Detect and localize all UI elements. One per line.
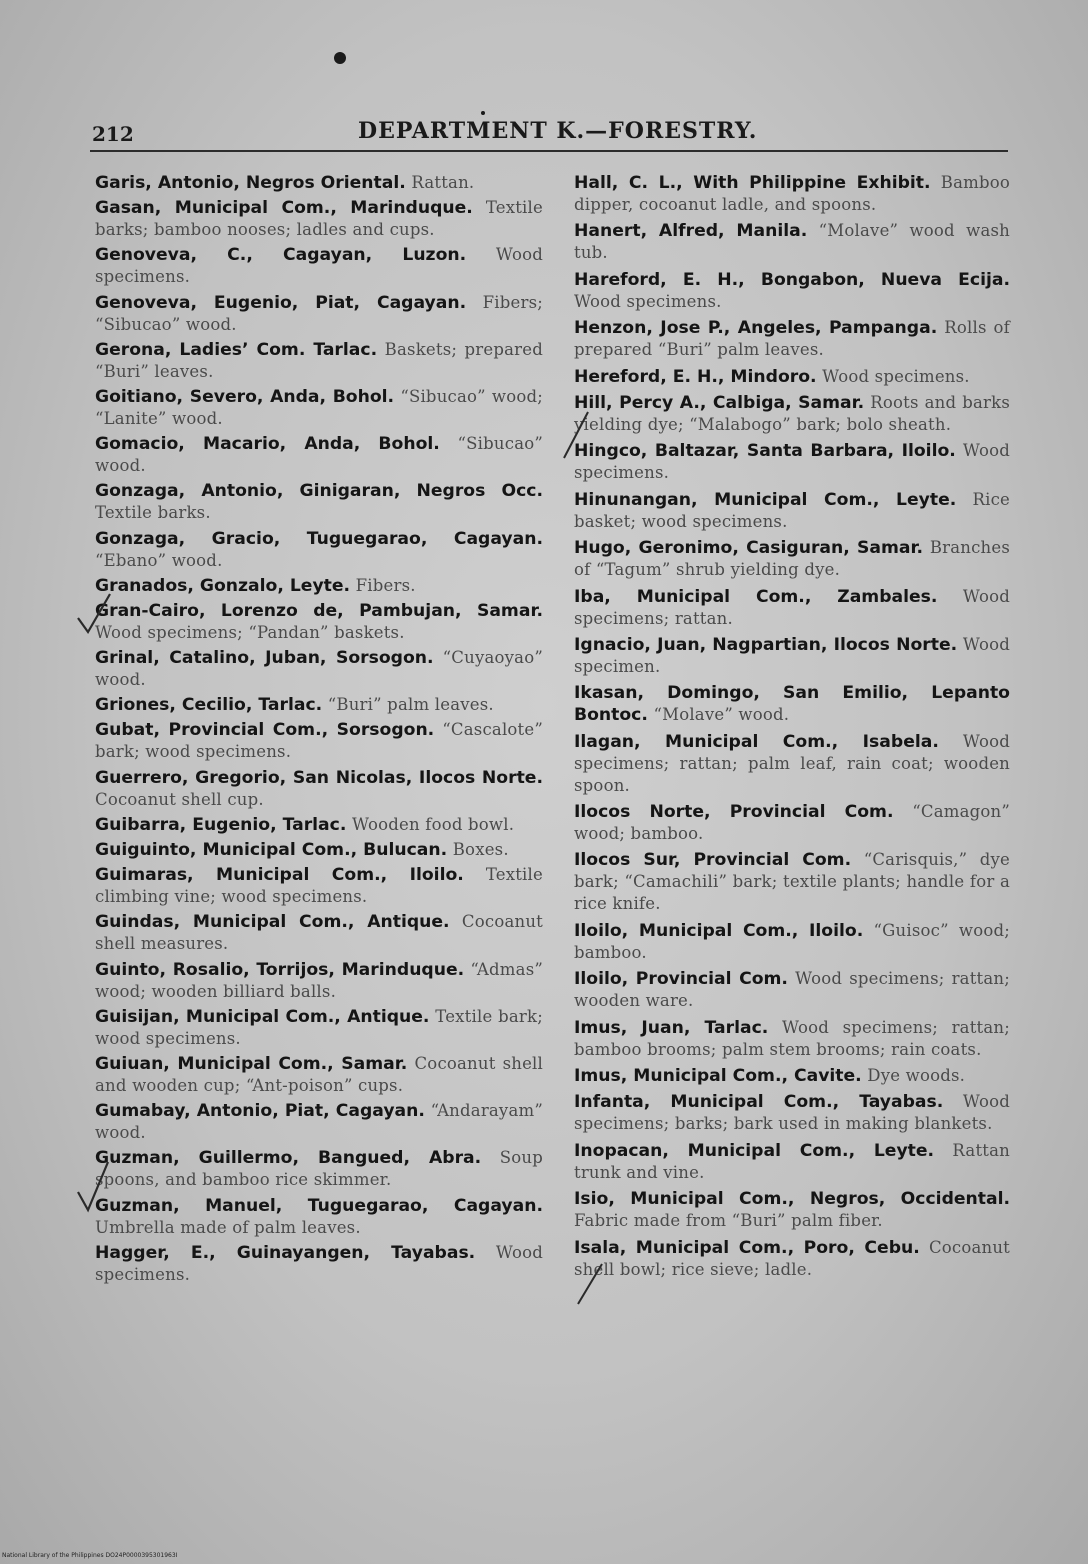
exhibit-items: Wood specimens; rattan; wooden ware. [574, 969, 1010, 1011]
exhibit-items: “Cascalote” bark; wood specimens. [95, 720, 543, 762]
directory-entry [574, 682, 1010, 726]
right-column [574, 172, 1010, 1285]
exhibit-items: “Buri” palm leaves. [327, 695, 494, 715]
exhibitor-name: Guzman, Manuel, Tuguegarao, Cagayan. [95, 1195, 543, 1216]
directory-entry [95, 575, 543, 597]
check-mark-icon [560, 410, 590, 460]
exhibitor-name: Granados, Gonzalo, Leyte. [95, 575, 351, 596]
directory-entry [95, 1195, 543, 1239]
exhibitor-name: Guerrero, Gregorio, San Nicolas, Ilocos Norte. [95, 767, 543, 788]
directory-entry [95, 1147, 543, 1191]
directory-entry [574, 220, 1010, 264]
directory-entry [574, 731, 1010, 797]
exhibit-items: “Guisoc” wood; bamboo. [574, 920, 1010, 962]
exhibitor-name: Hagger, E., Guinayangen, Tayabas. [95, 1242, 476, 1263]
directory-entry [574, 366, 1010, 388]
exhibitor-name: Ilagan, Municipal Com., Isabela. [574, 731, 939, 752]
directory-entry [574, 1188, 1010, 1232]
directory-entry [95, 864, 543, 908]
exhibitor-name: Genoveva, Eugenio, Piat, Cagayan. [95, 292, 467, 313]
exhibit-items: Wood specimens; “Pandan” baskets. [95, 622, 405, 642]
exhibitor-name: Hereford, E. H., Mindoro. [574, 366, 817, 387]
exhibit-items: Fabric made from “Buri” palm fiber. [574, 1211, 883, 1231]
exhibit-items: Boxes. [452, 840, 509, 859]
directory-entry [574, 1091, 1010, 1135]
directory-entry [574, 920, 1010, 964]
exhibit-items: “Camagon” wood; bamboo. [574, 802, 1010, 844]
exhibitor-name: Hall, C. L., With Philippine Exhibit. [574, 173, 931, 193]
exhibit-items: “Cuyaoyao” wood. [95, 648, 543, 690]
exhibit-items: Wood specimens. [95, 245, 543, 287]
directory-entry [95, 172, 543, 194]
exhibitor-name: Ikasan, Domingo, San Emilio, Lepanto Bontoc. [574, 683, 1010, 726]
exhibit-items: “Admas” wood; wooden billiard balls. [95, 959, 543, 1001]
exhibitor-name: Iloilo, Provincial Com. [574, 969, 788, 990]
exhibit-items: Cocoanut shell cup. [95, 789, 264, 809]
directory-entry [95, 386, 543, 430]
directory-entry [95, 911, 543, 955]
exhibit-items: Branches of “Tagum” shrub yielding dye. [574, 538, 1010, 580]
exhibit-items: Wood specimens. [574, 441, 1010, 483]
exhibitor-name: Hareford, E. H., Bongabon, Nueva Ecija. [574, 269, 1010, 290]
exhibitor-name: Isala, Municipal Com., Poro, Cebu. [574, 1237, 920, 1258]
exhibitor-name: Guimaras, Municipal Com., Iloilo. [95, 865, 464, 886]
exhibitor-name: Ilocos Norte, Provincial Com. [574, 802, 894, 823]
exhibit-items: Wood specimens; barks; bark used in making blankets. [574, 1092, 1010, 1134]
exhibit-items: Textile climbing vine; wood specimens. [95, 865, 543, 907]
directory-entry [574, 801, 1010, 845]
exhibit-items: Rolls of prepared “Buri” palm leaves. [574, 318, 1010, 360]
exhibitor-name: Imus, Juan, Tarlac. [574, 1017, 769, 1038]
exhibit-items: Wood specimens. [574, 291, 722, 311]
exhibitor-name: Ignacio, Juan, Nagpartian, Ilocos Norte. [574, 634, 958, 655]
exhibit-items: Fibers; “Sibucao” wood. [95, 292, 543, 334]
exhibit-items: Umbrella made of palm leaves. [95, 1217, 361, 1237]
directory-entry [574, 489, 1010, 533]
directory-entry [95, 433, 543, 477]
exhibit-items: Cocoanut shell and wooden cup; “Ant-poison” cups. [95, 1053, 543, 1095]
exhibitor-name: Infanta, Municipal Com., Tayabas. [574, 1092, 944, 1113]
exhibitor-name: Goitiano, Severo, Anda, Bohol. [95, 386, 395, 407]
exhibitor-name: Genoveva, C., Cagayan, Luzon. [95, 245, 467, 266]
directory-entry [574, 1017, 1010, 1061]
exhibitor-name: Imus, Municipal Com., Cavite. [574, 1066, 862, 1087]
directory-entry [95, 480, 543, 524]
directory-entry [95, 839, 543, 861]
exhibitor-name: Garis, Antonio, Negros Oriental. [95, 173, 406, 193]
exhibitor-name: Grinal, Catalino, Juban, Sorsogon. [95, 648, 434, 669]
exhibitor-name: Iloilo, Municipal Com., Iloilo. [574, 920, 864, 941]
exhibit-items: Fibers. [355, 575, 416, 595]
directory-entry [574, 392, 1010, 436]
exhibitor-name: Inopacan, Municipal Com., Leyte. [574, 1140, 935, 1161]
check-mark-icon [574, 1262, 604, 1306]
header-divider [90, 150, 1008, 152]
exhibit-items: Wood specimens; rattan; bamboo brooms; palm stem brooms; rain coats. [574, 1017, 1010, 1059]
exhibitor-name: Hill, Percy A., Calbiga, Samar. [574, 392, 865, 413]
exhibitor-name: Guindas, Municipal Com., Antique. [95, 912, 450, 933]
exhibit-items: “Molave” wood wash tub. [574, 221, 1010, 263]
page-number: 212 [92, 122, 134, 146]
page-header [90, 118, 1010, 152]
exhibitor-name: Gomacio, Macario, Anda, Bohol. [95, 434, 440, 455]
exhibit-items: Cocoanut shell measures. [95, 912, 543, 954]
exhibitor-name: Guzman, Guillermo, Bangued, Abra. [95, 1148, 482, 1169]
exhibitor-name: Gonzaga, Gracio, Tuguegarao, Cagayan. [95, 528, 543, 549]
directory-entry [95, 1100, 543, 1144]
exhibit-items: Baskets; prepared “Buri” leaves. [95, 339, 543, 381]
directory-entry [574, 537, 1010, 581]
directory-entry [95, 647, 543, 691]
directory-entry [95, 959, 543, 1003]
exhibitor-name: Guiguinto, Municipal Com., Bulucan. [95, 840, 448, 860]
directory-entry [574, 586, 1010, 630]
exhibit-items: Textile bark; wood specimens. [95, 1006, 543, 1048]
exhibitor-name: Hingco, Baltazar, Santa Barbara, Iloilo. [574, 441, 956, 462]
left-column [95, 172, 543, 1289]
exhibit-items: Roots and barks yielding dye; “Malabogo” bark; bolo sheath. [574, 392, 1010, 434]
ink-spot-icon [481, 111, 485, 115]
directory-entry [95, 600, 543, 644]
exhibitor-name: Guisijan, Municipal Com., Antique. [95, 1006, 430, 1027]
exhibitor-name: Hugo, Geronimo, Casiguran, Samar. [574, 538, 924, 559]
exhibit-items: Rattan trunk and vine. [574, 1140, 1010, 1182]
exhibit-items: “Carisquis,” dye bark; “Camachili” bark; textile plants; handle for a rice knife. [574, 850, 1010, 914]
directory-entry [95, 719, 543, 763]
exhibit-items: Wooden food bowl. [351, 814, 515, 834]
exhibit-items: Textile barks. [95, 503, 211, 523]
directory-entry [95, 244, 543, 288]
directory-entry [95, 767, 543, 811]
exhibit-items: Wood specimens; rattan. [574, 586, 1010, 628]
directory-entry [574, 849, 1010, 915]
directory-entry [574, 317, 1010, 361]
directory-entry [95, 339, 543, 383]
exhibitor-name: Gumabay, Antonio, Piat, Cagayan. [95, 1101, 425, 1122]
exhibit-items: “Andarayam” wood. [95, 1101, 543, 1143]
directory-entry [95, 814, 543, 836]
exhibit-items: Cocoanut shell bowl; rice sieve; ladle. [574, 1237, 1010, 1279]
exhibit-items: “Sibucao” wood. [95, 434, 543, 476]
exhibitor-name: Hinunangan, Municipal Com., Leyte. [574, 489, 957, 510]
exhibitor-name: Isio, Municipal Com., Negros, Occidental. [574, 1189, 1010, 1210]
check-mark-icon [76, 592, 112, 636]
directory-entry [95, 1053, 543, 1097]
exhibit-items: Rice basket; wood specimens. [574, 489, 1010, 531]
exhibit-items: Wood specimen. [574, 634, 1010, 676]
exhibit-items: Wood specimens. [95, 1242, 543, 1284]
exhibitor-name: Hanert, Alfred, Manila. [574, 221, 808, 242]
exhibitor-name: Gran-Cairo, Lorenzo de, Pambujan, Samar. [95, 600, 543, 621]
exhibit-items: Wood specimens. [822, 366, 970, 386]
page-title: DEPARTMENT K.—FORESTRY. [358, 118, 758, 144]
exhibit-items: “Ebano” wood. [95, 550, 223, 570]
directory-entry [574, 1065, 1010, 1087]
exhibitor-name: Gubat, Provincial Com., Sorsogon. [95, 720, 435, 741]
exhibit-items: Textile barks; bamboo nooses; ladles and cups. [95, 198, 543, 240]
directory-entry [95, 528, 543, 572]
directory-entry [95, 1006, 543, 1050]
scan-credit: National Library of the Philippines DO24P0000395301963I [2, 1552, 178, 1559]
exhibit-items: Wood specimens; rattan; palm leaf, rain coat; wooden spoon. [574, 731, 1010, 795]
directory-entry [574, 1140, 1010, 1184]
exhibitor-name: Gerona, Ladies’ Com. Tarlac. [95, 339, 378, 360]
exhibitor-name: Henzon, Jose P., Angeles, Pampanga. [574, 318, 938, 339]
exhibit-items: Dye woods. [867, 1066, 966, 1086]
directory-entry [95, 197, 543, 241]
directory-entry [95, 694, 543, 716]
exhibitor-name: Gasan, Municipal Com., Marinduque. [95, 198, 473, 219]
directory-entry [95, 1242, 543, 1286]
exhibit-items: Rattan. [411, 173, 475, 192]
directory-entry [574, 634, 1010, 678]
exhibitor-name: Ilocos Sur, Provincial Com. [574, 850, 852, 871]
exhibit-items: “Molave” wood. [653, 705, 790, 725]
directory-entry [574, 172, 1010, 216]
directory-entry [574, 1237, 1010, 1281]
exhibit-items: “Sibucao” wood; “Lanite” wood. [95, 386, 543, 428]
directory-entry [574, 440, 1010, 484]
ink-spot-icon [334, 52, 346, 64]
exhibitor-name: Gonzaga, Antonio, Ginigaran, Negros Occ. [95, 481, 543, 502]
directory-entry [574, 968, 1010, 1012]
directory-entry [95, 292, 543, 336]
exhibitor-name: Guiuan, Municipal Com., Samar. [95, 1053, 408, 1074]
directory-entry [574, 269, 1010, 313]
exhibit-items: Bamboo dipper, cocoanut ladle, and spoons. [574, 173, 1010, 214]
exhibitor-name: Guinto, Rosalio, Torrijos, Marinduque. [95, 959, 465, 980]
exhibitor-name: Guibarra, Eugenio, Tarlac. [95, 814, 347, 835]
exhibitor-name: Griones, Cecilio, Tarlac. [95, 695, 323, 716]
exhibit-items: Soup spoons, and bamboo rice skimmer. [95, 1148, 543, 1190]
exhibitor-name: Iba, Municipal Com., Zambales. [574, 586, 938, 607]
check-mark-icon [76, 1160, 110, 1214]
